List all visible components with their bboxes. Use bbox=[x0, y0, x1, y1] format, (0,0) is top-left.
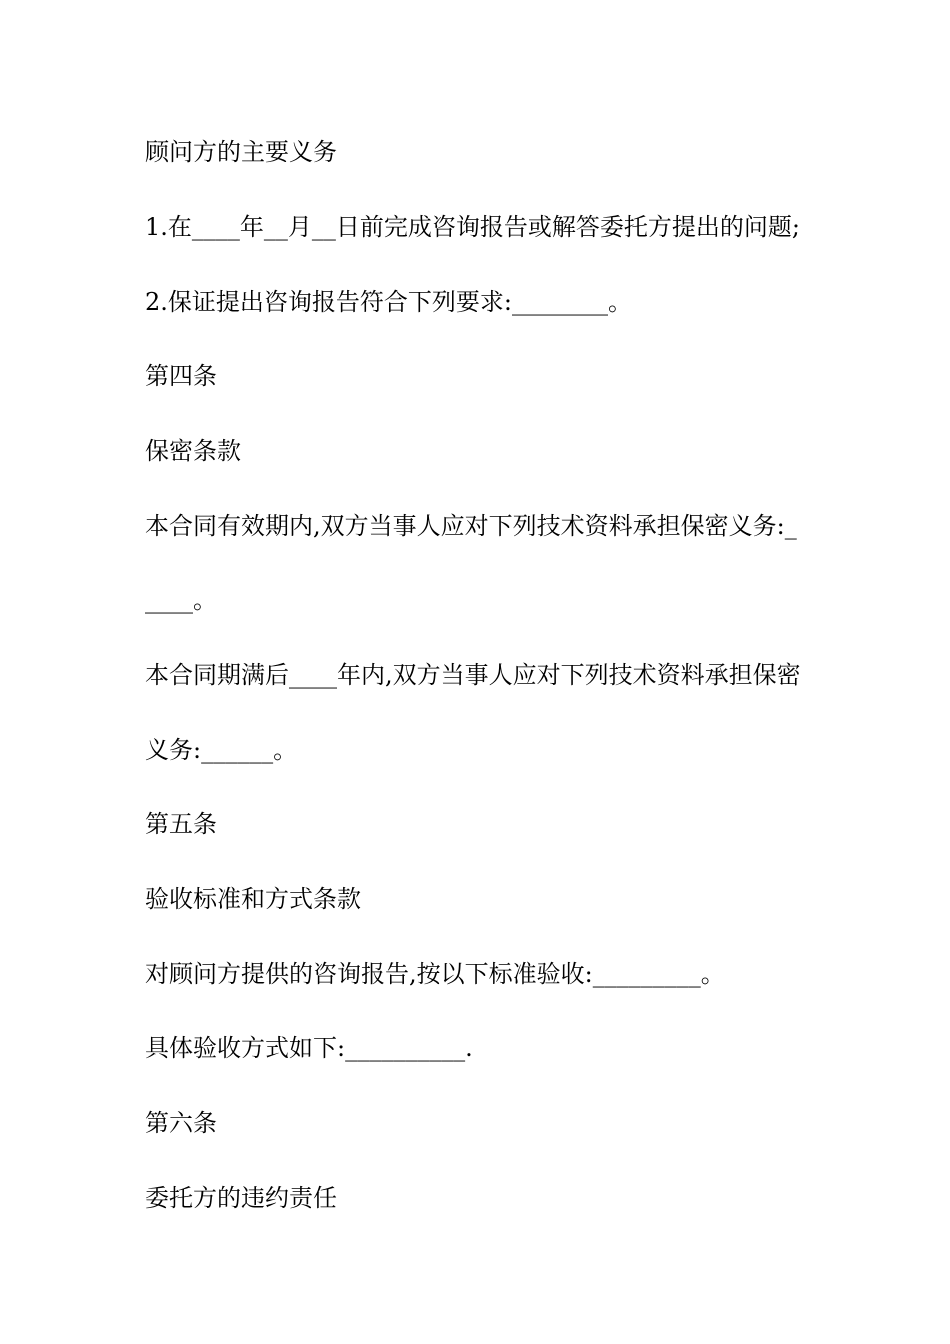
obligation-item-1: 1.在____年__月__日前完成咨询报告或解答委托方提出的问题; bbox=[145, 213, 800, 241]
article-6-title: 第六条 bbox=[145, 1109, 217, 1137]
confidentiality-paragraph-2-line-2: 义务:______。 bbox=[145, 736, 298, 764]
confidentiality-paragraph-1-line-2: ____。 bbox=[145, 586, 217, 614]
article-6-heading: 委托方的违约责任 bbox=[145, 1184, 337, 1212]
article-5-heading: 验收标准和方式条款 bbox=[145, 885, 361, 913]
obligation-item-2: 2.保证提出咨询报告符合下列要求:________。 bbox=[145, 288, 632, 316]
acceptance-method-paragraph: 具体验收方式如下:__________. bbox=[145, 1034, 473, 1062]
article-5-title: 第五条 bbox=[145, 810, 217, 838]
heading-consultant-obligations: 顾问方的主要义务 bbox=[145, 138, 337, 166]
confidentiality-paragraph-2-line-1: 本合同期满后____年内,双方当事人应对下列技术资料承担保密 bbox=[145, 661, 801, 689]
confidentiality-paragraph-1-line-1: 本合同有效期内,双方当事人应对下列技术资料承担保密义务:_ bbox=[145, 512, 797, 540]
article-4-title: 第四条 bbox=[145, 362, 217, 390]
article-4-heading: 保密条款 bbox=[145, 437, 241, 465]
acceptance-standard-paragraph: 对顾问方提供的咨询报告,按以下标准验收:_________。 bbox=[145, 960, 725, 988]
